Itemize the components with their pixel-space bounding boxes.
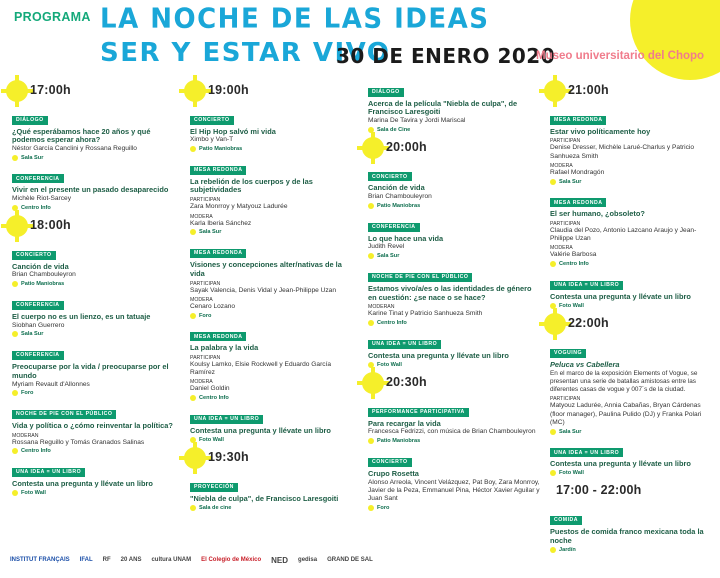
event-type-badge: MESA REDONDA xyxy=(190,249,246,258)
time-label: 20:00h xyxy=(386,139,427,154)
event-location xyxy=(368,320,540,326)
event-title: Contesta una pregunta y llévate un libro xyxy=(368,350,509,360)
program-event xyxy=(550,441,716,477)
event-location xyxy=(190,313,356,319)
program-event xyxy=(368,80,540,133)
event-location xyxy=(368,203,540,209)
program-event xyxy=(368,215,540,259)
location-dot-icon xyxy=(550,429,556,435)
location-dot-icon xyxy=(190,395,196,401)
program-event xyxy=(190,325,356,402)
event-type-badge: CONCIERTO xyxy=(368,172,412,181)
location-name: Sala Sur xyxy=(559,428,582,435)
event-type-badge: DIÁLOGO xyxy=(368,88,404,97)
event-title: Acerca de la película "Niebla de culpa", de Francisco Laresgoiti xyxy=(368,98,518,117)
time-slot xyxy=(364,139,540,161)
program-event xyxy=(12,343,178,396)
sponsor-logo: NED xyxy=(271,555,289,565)
sponsor-logo: cultura UNAM xyxy=(151,557,192,563)
program-event xyxy=(190,108,356,152)
location-name: Centro Info xyxy=(377,320,407,327)
program-event xyxy=(550,273,716,309)
sun-icon xyxy=(544,313,566,335)
venue-name: Museo universitario del Chopo xyxy=(536,50,705,62)
event-type-badge: NOCHE DE PIE CON EL PÚBLICO xyxy=(368,273,472,282)
sun-icon xyxy=(362,372,384,394)
event-type-badge: DIÁLOGO xyxy=(12,116,48,125)
event-title: Visiones y concepciones alter/nativas de la vida xyxy=(190,259,342,278)
event-people: Judith Revel xyxy=(368,243,405,251)
header xyxy=(0,0,720,78)
event-title: Vida y política o ¿cómo reinventar la política? xyxy=(12,420,173,430)
event-type-badge: CONCIERTO xyxy=(190,116,234,125)
location-name: Sala Sur xyxy=(199,229,222,236)
sun-icon xyxy=(362,137,384,159)
sponsor-logo: IFAL xyxy=(79,557,93,563)
event-title: El ser humano, ¿obsoleto? xyxy=(550,209,645,219)
event-title: Lo que hace una vida xyxy=(368,233,444,243)
program-event xyxy=(550,108,716,185)
event-people: Claudia del Pozo, Antonio Lazcano Araujo y Jean-Philippe Uzan xyxy=(550,226,697,243)
role-label: MODERA xyxy=(190,296,213,303)
event-location xyxy=(550,261,716,267)
location-name: Sala Sur xyxy=(377,253,400,260)
event-people: Néstor García Canclini y Rossana Reguillo xyxy=(12,145,137,153)
event-title: Contesta una pregunta y llévate un libro xyxy=(550,291,691,301)
sun-icon xyxy=(6,215,28,237)
event-type-badge: UNA IDEA = UN LIBRO xyxy=(368,340,441,349)
event-title: Contesta una pregunta y llévate un libro xyxy=(12,478,153,488)
location-dot-icon xyxy=(368,203,374,209)
location-dot-icon xyxy=(12,448,18,454)
location-dot-icon xyxy=(12,490,18,496)
event-title: El Hip Hop salvó mi vida xyxy=(190,126,276,136)
event-location xyxy=(190,437,356,443)
time-slot xyxy=(546,482,716,504)
time-slot xyxy=(186,82,356,104)
role-label: PARTICIPAN xyxy=(550,220,581,227)
event-location xyxy=(12,331,178,337)
event-people: Michèle Riot-Sarcey xyxy=(12,195,71,203)
sponsor-logo: El Colegio de México xyxy=(201,557,262,563)
event-type-badge: CONCIERTO xyxy=(12,251,56,260)
location-dot-icon xyxy=(12,390,18,396)
event-people: Myriam Revault d'Allonnes xyxy=(12,380,90,388)
event-people: Sayak Valencia, Denis Vidal y Jean-Philippe Uzan xyxy=(190,286,336,294)
role-label: MODERA xyxy=(190,213,213,220)
time-slot xyxy=(546,82,716,104)
title-line-2: SER Y ESTAR VIVO xyxy=(100,38,391,68)
event-location xyxy=(368,505,540,511)
program-event xyxy=(12,108,178,161)
event-location xyxy=(12,390,178,396)
event-location xyxy=(190,505,356,511)
location-dot-icon xyxy=(12,155,18,161)
event-type-badge: NOCHE DE PIE CON EL PÚBLICO xyxy=(12,410,116,419)
role-label: PARTICIPAN xyxy=(550,138,581,145)
program-event xyxy=(368,400,540,444)
event-title: ¿Qué esperábamos hace 20 años y qué podemos esperar ahora? xyxy=(12,126,151,145)
role-label: PARTICIPAN xyxy=(550,396,581,403)
event-date: 30 DE ENERO 2020 xyxy=(336,44,556,68)
time-slot xyxy=(8,217,178,239)
program-column xyxy=(546,80,716,559)
event-title: El cuerpo no es un lienzo, es un tatuaje xyxy=(12,311,151,321)
event-location xyxy=(550,179,716,185)
location-dot-icon xyxy=(190,505,196,511)
event-location xyxy=(368,127,540,133)
event-location xyxy=(550,429,716,435)
program-event xyxy=(190,407,356,443)
program-column xyxy=(186,80,356,517)
location-name: Foto Wall xyxy=(377,362,402,369)
event-title: Puestos de comida franco mexicana toda la noche xyxy=(550,526,704,545)
program-event xyxy=(190,241,356,318)
event-people: Karine Tinat y Patricio Sanhueza Smith xyxy=(368,310,483,318)
event-location xyxy=(368,438,540,444)
role-label: PARTICIPAN xyxy=(190,354,221,361)
location-name: Foto Wall xyxy=(559,303,584,310)
program-event xyxy=(12,243,178,287)
location-dot-icon xyxy=(190,229,196,235)
location-name: Foto Wall xyxy=(21,490,46,497)
title-line-1: LA NOCHE DE LAS IDEAS xyxy=(100,3,490,35)
event-title: Vivir en el presente un pasado desaparecido xyxy=(12,185,169,195)
event-title: Estar vivo políticamente hoy xyxy=(550,126,651,136)
event-location xyxy=(12,281,178,287)
time-label: 19:00h xyxy=(208,83,249,97)
event-location xyxy=(550,470,716,476)
time-label: 18:00h xyxy=(30,218,71,233)
sun-decoration-icon xyxy=(630,0,720,80)
event-people: Siobhan Guerrero xyxy=(12,321,65,329)
event-people: Alonso Arreola, Vincent Velázquez, Pat Boy, Zara Monrroy, Javier de la Peza, Emmanuel Pina, Héctor Xavier Aguilar y Juan Sant xyxy=(368,478,540,503)
location-name: Patio Maniobras xyxy=(377,438,421,445)
event-title: Preocuparse por la vida / preocuparse por el mundo xyxy=(12,361,169,380)
time-label: 21:00h xyxy=(568,83,609,97)
sponsor-logo: RF xyxy=(102,557,111,563)
location-name: Sala Sur xyxy=(21,154,44,161)
location-dot-icon xyxy=(368,438,374,444)
sponsor-logos xyxy=(10,548,710,572)
event-location xyxy=(12,490,178,496)
event-type-badge: PERFORMANCE PARTICIPATIVA xyxy=(368,408,469,417)
location-dot-icon xyxy=(550,179,556,185)
time-label: 20:30h xyxy=(386,375,427,390)
location-dot-icon xyxy=(12,281,18,287)
time-label: 19:30h xyxy=(208,450,249,464)
event-people: Daniel Goldin xyxy=(190,385,230,393)
programa-label: PROGRAMA xyxy=(14,10,91,24)
program-event xyxy=(368,265,540,326)
event-type-badge: CONFERENCIA xyxy=(12,301,64,310)
role-label: PARTICIPAN xyxy=(190,197,221,204)
event-title: Estamos vivo/a/es o las identidades de género en cuestión: ¿se nace o se hace? xyxy=(368,283,532,302)
location-name: Foro xyxy=(377,504,390,511)
location-name: Sala de cine xyxy=(199,504,232,511)
program-event xyxy=(368,332,540,368)
event-people: Denise Dresser, Michèle Larué-Charlus y Patricio Sanhueza Smith xyxy=(550,144,695,160)
location-dot-icon xyxy=(550,261,556,267)
event-type-badge: UNA IDEA = UN LIBRO xyxy=(12,468,85,477)
event-title: Para recargar la vida xyxy=(368,418,441,428)
sponsor-logo: GRAND DE SAL xyxy=(327,557,373,563)
event-location xyxy=(190,395,356,401)
event-people: Cenaro Lozano xyxy=(190,302,236,310)
event-type-badge: CONCIERTO xyxy=(368,458,412,467)
location-dot-icon xyxy=(190,313,196,319)
event-people: Valérie Barbosa xyxy=(550,251,597,259)
event-people: Zara Monrroy y Matyouz Ladurée xyxy=(190,203,288,211)
location-name: Centro Info xyxy=(21,448,51,455)
event-type-badge: CONFERENCIA xyxy=(368,223,420,232)
event-type-badge: MESA REDONDA xyxy=(550,116,606,125)
event-location xyxy=(12,205,178,211)
event-people: Rossana Reguillo y Tomás Granados Salinas xyxy=(12,438,145,446)
event-type-badge: COMIDA xyxy=(550,516,582,525)
event-location xyxy=(12,448,178,454)
event-type-badge: CONFERENCIA xyxy=(12,351,64,360)
location-dot-icon xyxy=(368,253,374,259)
event-type-badge: UNA IDEA = UN LIBRO xyxy=(550,448,623,457)
event-title: Canción de vida xyxy=(368,183,425,193)
role-label: MODERAN xyxy=(12,432,39,439)
sponsor-logo: INSTITUT FRANÇAIS xyxy=(10,557,70,563)
program-event xyxy=(12,460,178,496)
location-dot-icon xyxy=(550,470,556,476)
location-name: Centro Info xyxy=(199,395,229,402)
sun-icon xyxy=(6,80,28,102)
location-dot-icon xyxy=(368,320,374,326)
event-title: "Niebla de culpa", de Francisco Laresgoiti xyxy=(190,493,339,503)
event-location xyxy=(368,362,540,368)
location-name: Foto Wall xyxy=(199,437,224,443)
event-title: La rebelión de los cuerpos y de las subjetividades xyxy=(190,176,313,195)
event-title: Peluca vs Cabellera xyxy=(550,359,620,369)
event-title: Canción de vida xyxy=(12,261,69,271)
role-label: MODERAN xyxy=(368,304,395,311)
location-name: Patio Maniobras xyxy=(377,203,421,210)
time-slot xyxy=(186,449,356,471)
location-name: Foro xyxy=(21,390,34,397)
event-title: Contesta una pregunta y llévate un libro xyxy=(550,459,691,469)
program-event xyxy=(368,450,540,511)
program-event xyxy=(190,475,356,511)
event-type-badge: MESA REDONDA xyxy=(190,166,246,175)
location-name: Sala Sur xyxy=(559,178,582,185)
time-label: 17:00h xyxy=(30,83,71,97)
event-type-badge: PROYECCIÓN xyxy=(190,483,238,492)
event-type-badge: MESA REDONDA xyxy=(550,198,606,207)
event-people: Brian Chambouleyron xyxy=(12,271,76,279)
location-name: Centro Info xyxy=(559,261,589,268)
time-label: 17:00 - 22:00h xyxy=(556,483,642,498)
event-people: Marina De Tavira y Jordi Mariscal xyxy=(368,117,466,125)
event-type-badge: CONFERENCIA xyxy=(12,174,64,183)
location-name: Sala Sur xyxy=(21,331,44,338)
event-description: En el marco de la exposición Elements of Vogue, se presentan una serie de batallas amistosas entre las diferentes casas de vogue y 007´s de la ciudad. xyxy=(550,370,698,394)
event-people: Karla Iberia Sánchez xyxy=(190,219,252,227)
location-name: Patio Maniobras xyxy=(199,146,243,153)
time-slot xyxy=(364,374,540,396)
event-title: Crupo Rosetta xyxy=(368,468,419,478)
program-column xyxy=(8,80,178,502)
location-name: Jardín xyxy=(559,547,576,554)
location-name: Foro xyxy=(199,312,212,319)
event-location xyxy=(550,303,716,309)
program-event xyxy=(550,341,716,435)
time-label: 22:00h xyxy=(568,316,609,331)
event-people: Francesca Fedrizzi, con música de Brian Chambouleyron xyxy=(368,428,536,436)
event-location xyxy=(190,146,356,152)
location-name: Centro Info xyxy=(21,205,51,212)
program-event xyxy=(12,167,178,211)
time-slot xyxy=(546,315,716,337)
event-people: Ximbo y Van-T xyxy=(190,136,234,144)
event-title: La palabra y la vida xyxy=(190,343,259,353)
event-title: Contesta una pregunta y llévate un libro xyxy=(190,425,331,435)
sun-icon xyxy=(544,80,566,102)
event-type-badge: UNA IDEA = UN LIBRO xyxy=(550,281,623,290)
program-column xyxy=(364,80,540,517)
location-name: Patio Maniobras xyxy=(21,281,65,288)
event-location xyxy=(368,253,540,259)
event-type-badge: UNA IDEA = UN LIBRO xyxy=(190,415,263,424)
event-location xyxy=(190,229,356,235)
event-type-badge: MESA REDONDA xyxy=(190,332,246,341)
event-people: Koulsy Lamko, Elsie Rockwell y Eduardo García Ramírez xyxy=(190,360,332,377)
role-label: MODERA xyxy=(550,162,573,169)
location-name: Sala de Cine xyxy=(377,126,411,133)
program-event xyxy=(550,191,716,268)
sponsor-logo: 20 ANS xyxy=(120,557,142,563)
program-event xyxy=(190,158,356,235)
location-dot-icon xyxy=(190,146,196,152)
location-dot-icon xyxy=(12,331,18,337)
time-slot xyxy=(8,82,178,104)
sponsor-logo: gedisa xyxy=(298,557,318,563)
program-event xyxy=(12,293,178,337)
role-label: MODERA xyxy=(550,245,573,252)
sun-icon xyxy=(184,447,206,469)
role-label: PARTICIPAN xyxy=(190,280,221,287)
program-event xyxy=(368,165,540,209)
role-label: MODERA xyxy=(190,379,213,386)
program-event xyxy=(12,402,178,454)
event-people: Matyouz Ladurée, Annia Cabañas, Bryan Cárdenas (floor manager), Paulina Pulido (DJ) y Franka Polari (MC) xyxy=(550,402,702,426)
program-event xyxy=(550,508,716,553)
location-dot-icon xyxy=(368,505,374,511)
event-location xyxy=(12,155,178,161)
event-people: Brian Chambouleyron xyxy=(368,193,432,201)
sun-icon xyxy=(184,80,206,102)
location-name: Foto Wall xyxy=(559,470,584,477)
event-type-badge: VOGUING xyxy=(550,349,586,358)
event-people: Rafael Mondragón xyxy=(550,168,605,176)
